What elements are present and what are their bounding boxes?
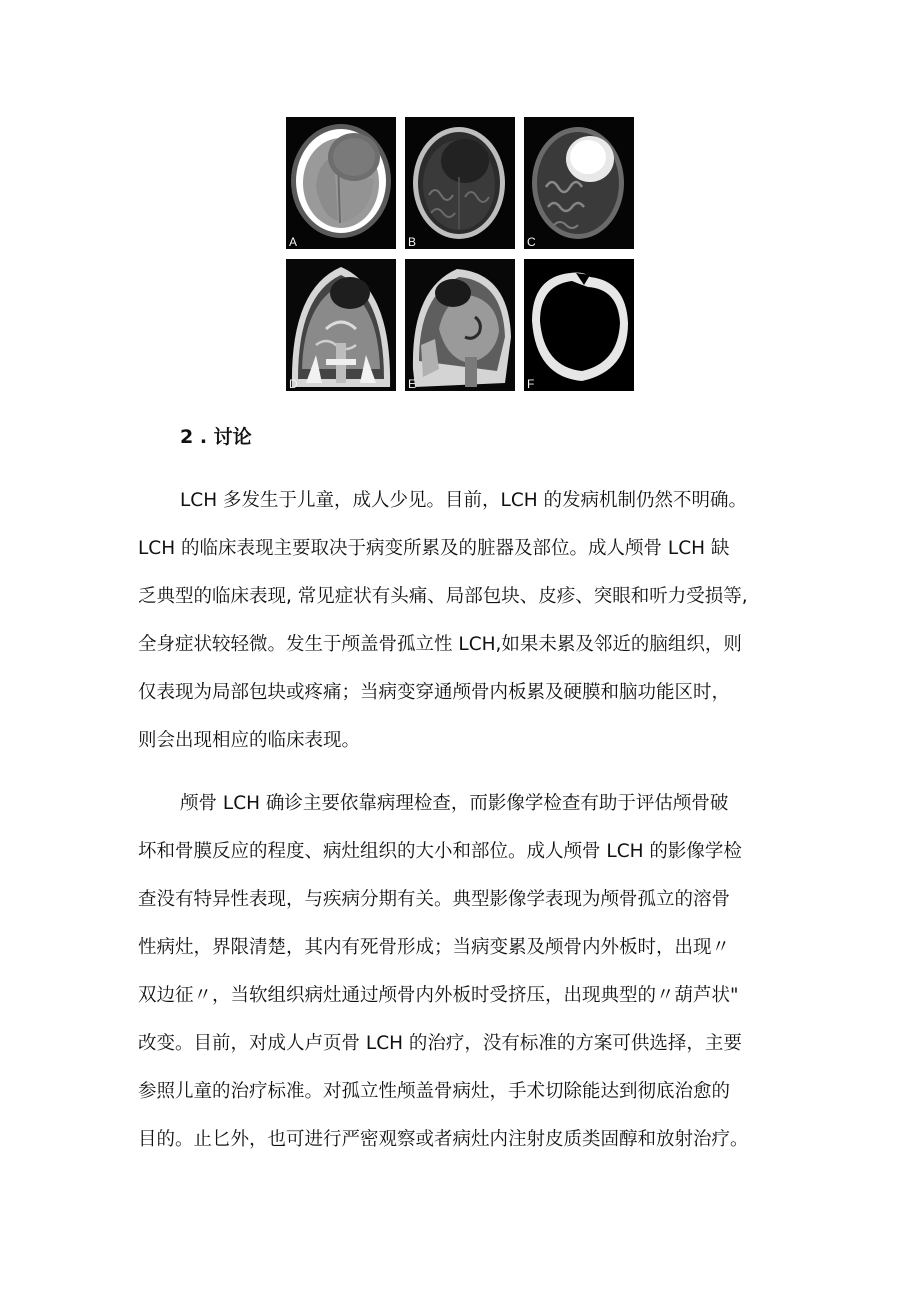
mri-axial-t1-image — [405, 117, 515, 249]
panel-letter: C — [527, 235, 536, 249]
paragraph-2 — [138, 780, 798, 1164]
paragraph-line: LCH 多发生于儿童，成人少见。目前，LCH 的发病机制仍然不明确。 — [180, 490, 748, 511]
paragraph-line: 改变。目前，对成人卢页骨 LCH 的治疗，没有标准的方案可供选择，主要 — [138, 1033, 742, 1054]
paragraph-line: 颅骨 LCH 确诊主要依靠病理检查，而影像学检查有助于评估颅骨破 — [180, 793, 729, 814]
paragraph-line: 参照儿童的治疗标准。对孤立性颅盖骨病灶，手术切除能达到彻底治愈的 — [138, 1081, 731, 1102]
paragraph-line: 乏典型的临床表现, 常见症状有头痛、局部包块、皮疹、突眼和听力受损等, — [138, 586, 748, 607]
panel-a-ct-axial — [286, 117, 396, 249]
mri-axial-t2-image — [524, 117, 634, 249]
paragraph-line: 双边征〃，当软组织病灶通过颅骨内外板时受挤压，出现典型的〃葫芦状" — [138, 985, 739, 1006]
panel-letter: B — [408, 235, 417, 249]
paragraph-line: LCH 的临床表现主要取决于病变所累及的脏器及部位。成人颅骨 LCH 缺 — [138, 538, 730, 559]
paragraph-line: 则会出现相应的临床表现。 — [138, 730, 361, 751]
paragraph-1 — [138, 477, 798, 765]
panel-c-mri-axial-contrast — [524, 117, 634, 249]
paragraph-line: 性病灶，界限清楚，其内有死骨形成；当病变累及颅骨内外板时，出现〃 — [138, 937, 731, 958]
panel-letter: E — [408, 377, 417, 391]
ct-bone-window-image — [524, 259, 634, 391]
mri-sagittal-image — [405, 259, 515, 391]
paragraph-line: 坏和骨膜反应的程度、病灶组织的大小和部位。成人颅骨 LCH 的影像学检 — [138, 841, 742, 862]
mri-coronal-image — [286, 259, 396, 391]
panel-letter: A — [289, 235, 298, 249]
paragraph-line: 目的。止匕外，也可进行严密观察或者病灶内注射皮质类固醇和放射治疗。 — [138, 1129, 749, 1150]
panel-letter: D — [289, 377, 298, 391]
panel-letter: F — [527, 377, 535, 391]
panel-b-mri-axial — [405, 117, 515, 249]
section-heading: 2 . 讨论 — [180, 426, 252, 448]
panel-d-mri-coronal — [286, 259, 396, 391]
paragraph-line: 查没有特异性表现，与疾病分期有关。典型影像学表现为颅骨孤立的溶骨 — [138, 889, 731, 910]
panel-f-bone-window — [524, 259, 634, 391]
medical-image-figure — [286, 117, 634, 391]
paragraph-line: 仅表现为局部包块或疼痛；当病变穿通颅骨内板累及硬膜和脑功能区时， — [138, 682, 731, 703]
paragraph-line: 全身症状较轻微。发生于颅盖骨孤立性 LCH,如果未累及邻近的脑组织，则 — [138, 634, 742, 655]
ct-axial-image — [286, 117, 396, 249]
panel-e-mri-sagittal — [405, 259, 515, 391]
